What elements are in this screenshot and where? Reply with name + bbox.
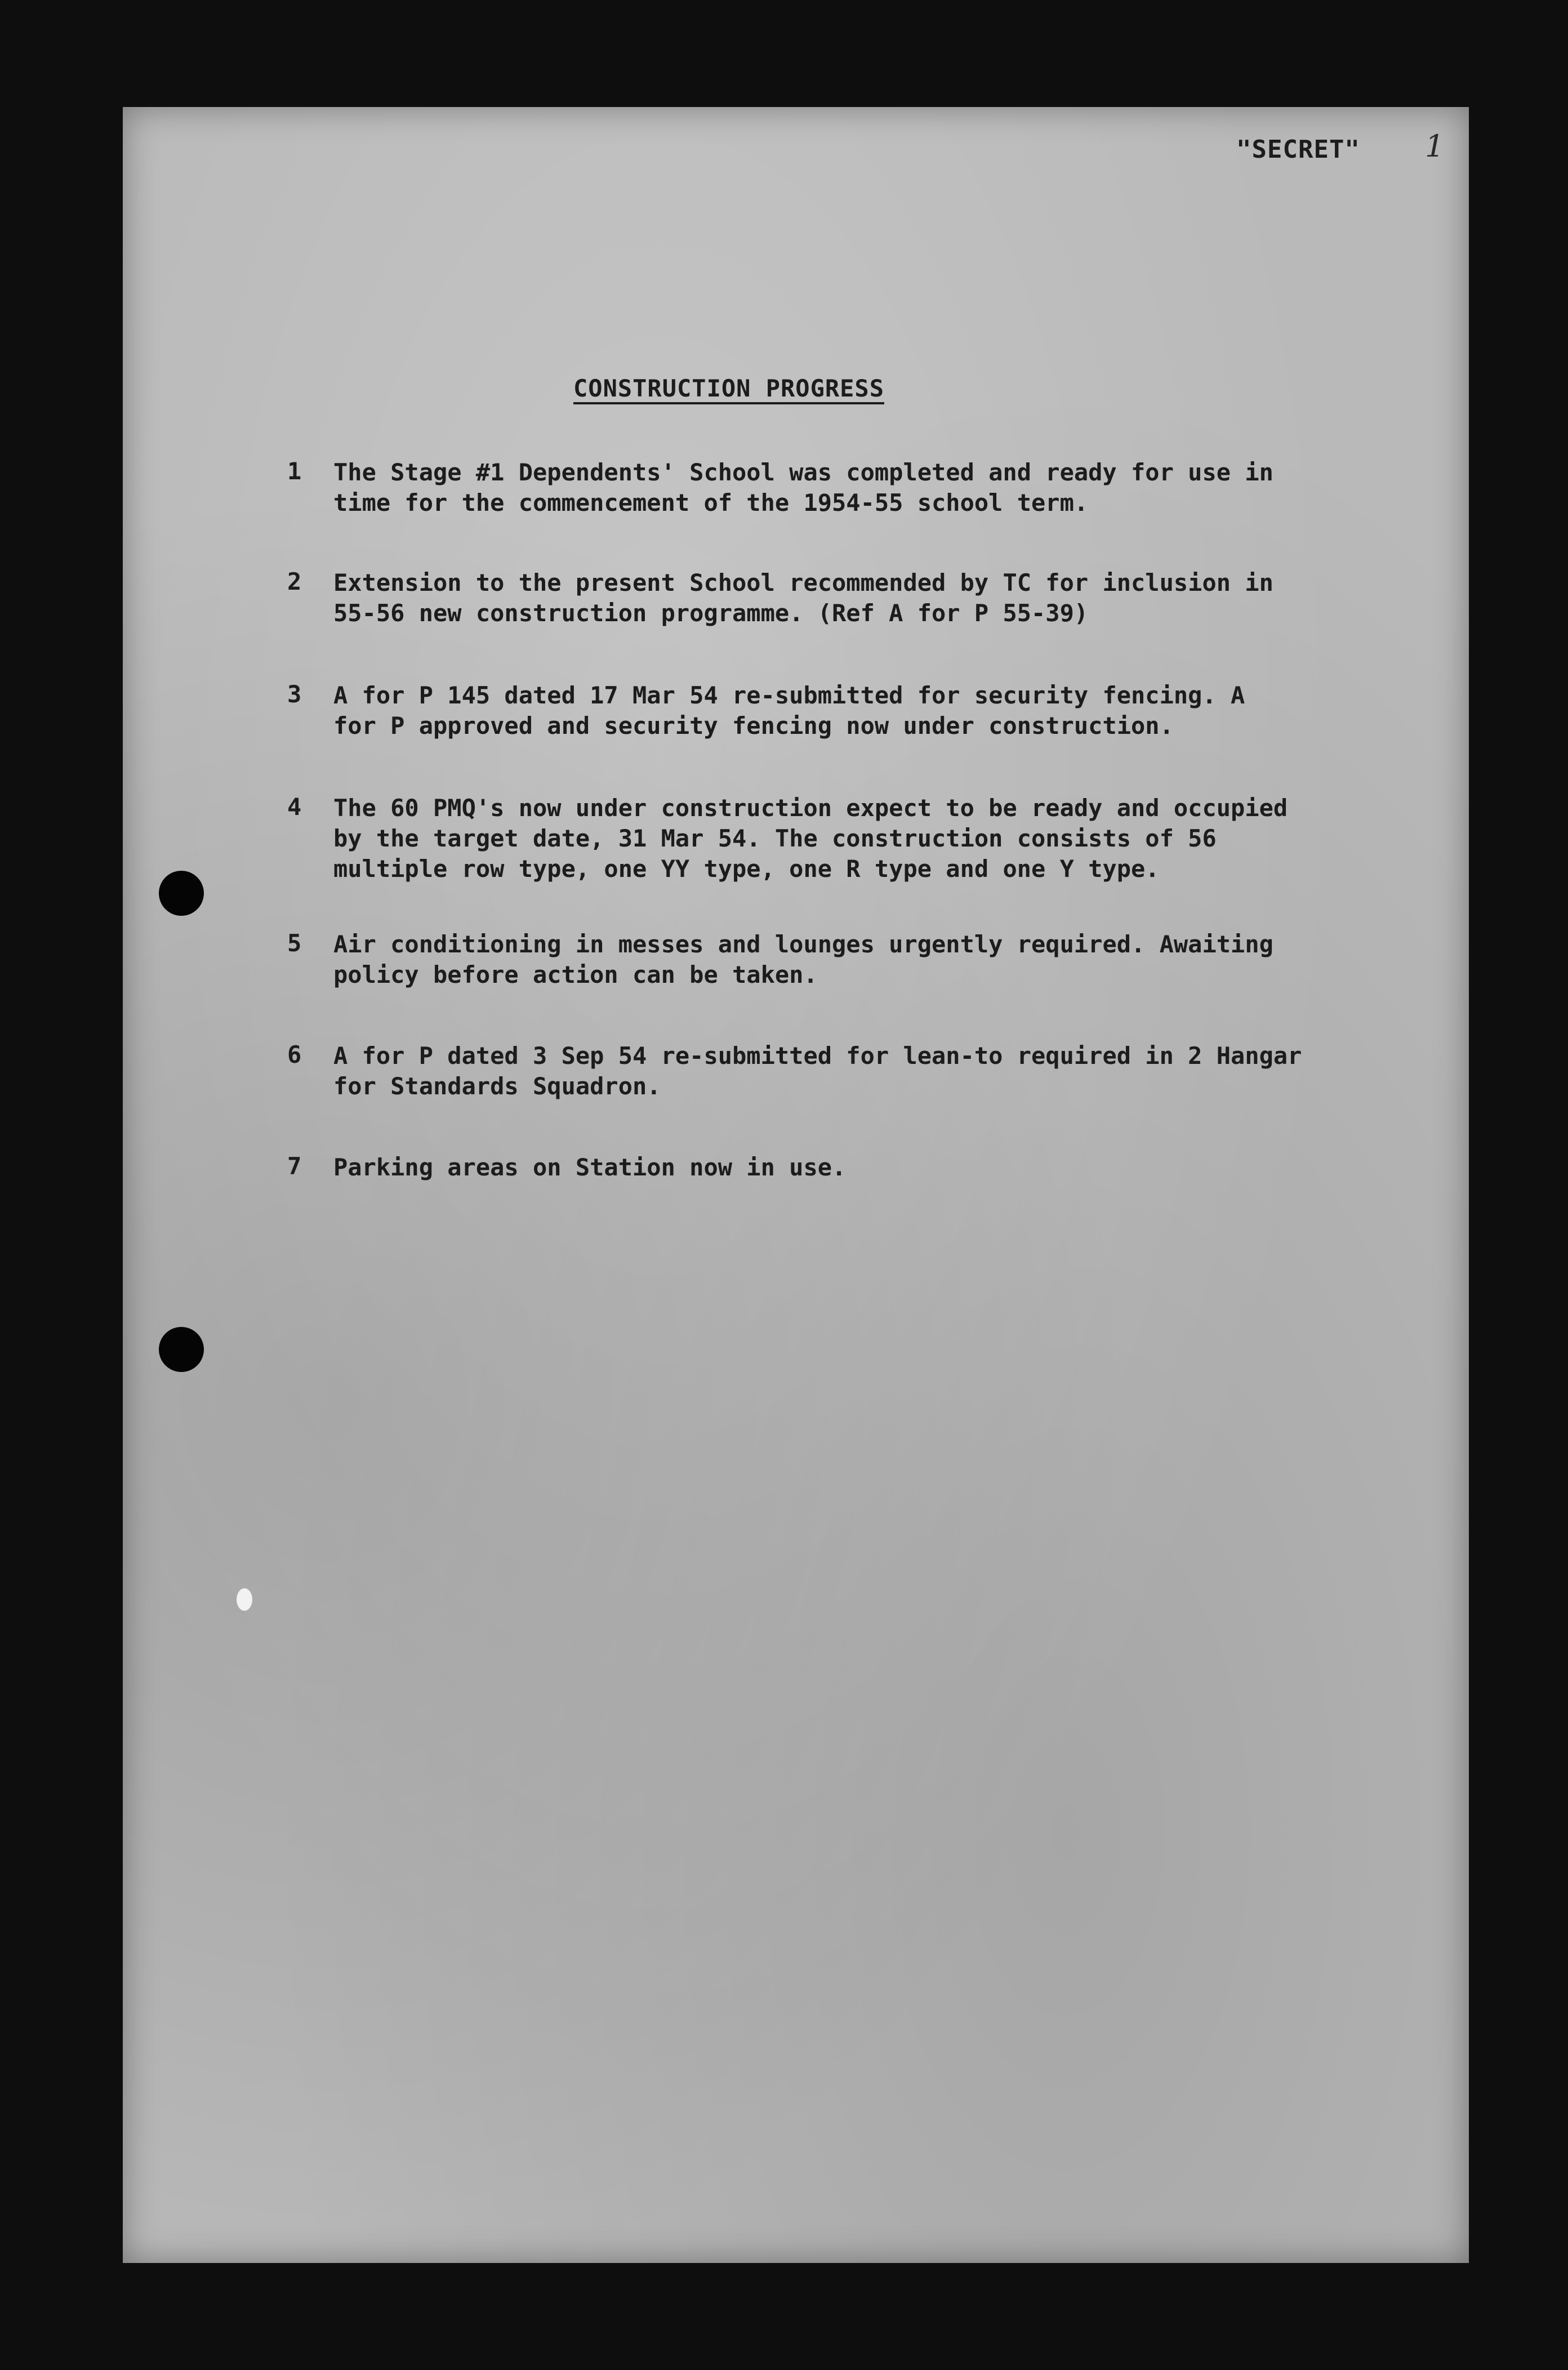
item-text [333, 929, 1353, 990]
item-number: 6 [287, 1041, 302, 1068]
item-number: 4 [287, 793, 302, 821]
item-text [333, 457, 1353, 518]
item-number: 3 [287, 680, 302, 708]
item-text [333, 1041, 1353, 1102]
item-number: 2 [287, 568, 302, 595]
item-number: 7 [287, 1152, 302, 1180]
punch-hole-upper [159, 871, 204, 916]
item-number: 5 [287, 929, 302, 957]
item-line: Air conditioning in messes and lounges urgently required. Awaiting [333, 930, 1273, 958]
item-line: multiple row type, one YY type, one R type and one Y type. [333, 855, 1160, 883]
handwritten-page-mark: 1 [1425, 128, 1445, 164]
punch-hole-lower [159, 1327, 204, 1372]
item-line: for P approved and security fencing now under construction. [333, 712, 1174, 739]
item-line: A for P 145 dated 17 Mar 54 re-submitted for security fencing. A [333, 681, 1245, 709]
item-line: by the target date, 31 Mar 54. The construction consists of 56 [333, 825, 1217, 852]
item-line: Parking areas on Station now in use. [333, 1153, 847, 1181]
item-line: policy before action can be taken. [333, 961, 818, 988]
item-line: time for the commencement of the 1954-55 school term. [333, 489, 1089, 516]
item-text [333, 1152, 1353, 1183]
item-line: The 60 PMQ's now under construction expect to be ready and occupied [333, 794, 1288, 822]
item-line: A for P dated 3 Sep 54 re-submitted for lean-to required in 2 Hangar [333, 1042, 1302, 1070]
document-title: CONSTRUCTION PROGRESS [573, 375, 885, 402]
paper-sheet [123, 107, 1469, 2263]
item-line: 55-56 new construction programme. (Ref A for P 55-39) [333, 599, 1089, 627]
item-line: for Standards Squadron. [333, 1072, 661, 1100]
item-text [333, 568, 1353, 629]
film-speck [237, 1588, 252, 1611]
item-text [333, 680, 1353, 741]
item-line: Extension to the present School recommended by TC for inclusion in [333, 569, 1273, 596]
item-number: 1 [287, 457, 302, 485]
item-line: The Stage #1 Dependents' School was completed and ready for use in [333, 458, 1273, 486]
item-text [333, 793, 1353, 884]
classification-marking: "SECRET" [1236, 135, 1360, 164]
